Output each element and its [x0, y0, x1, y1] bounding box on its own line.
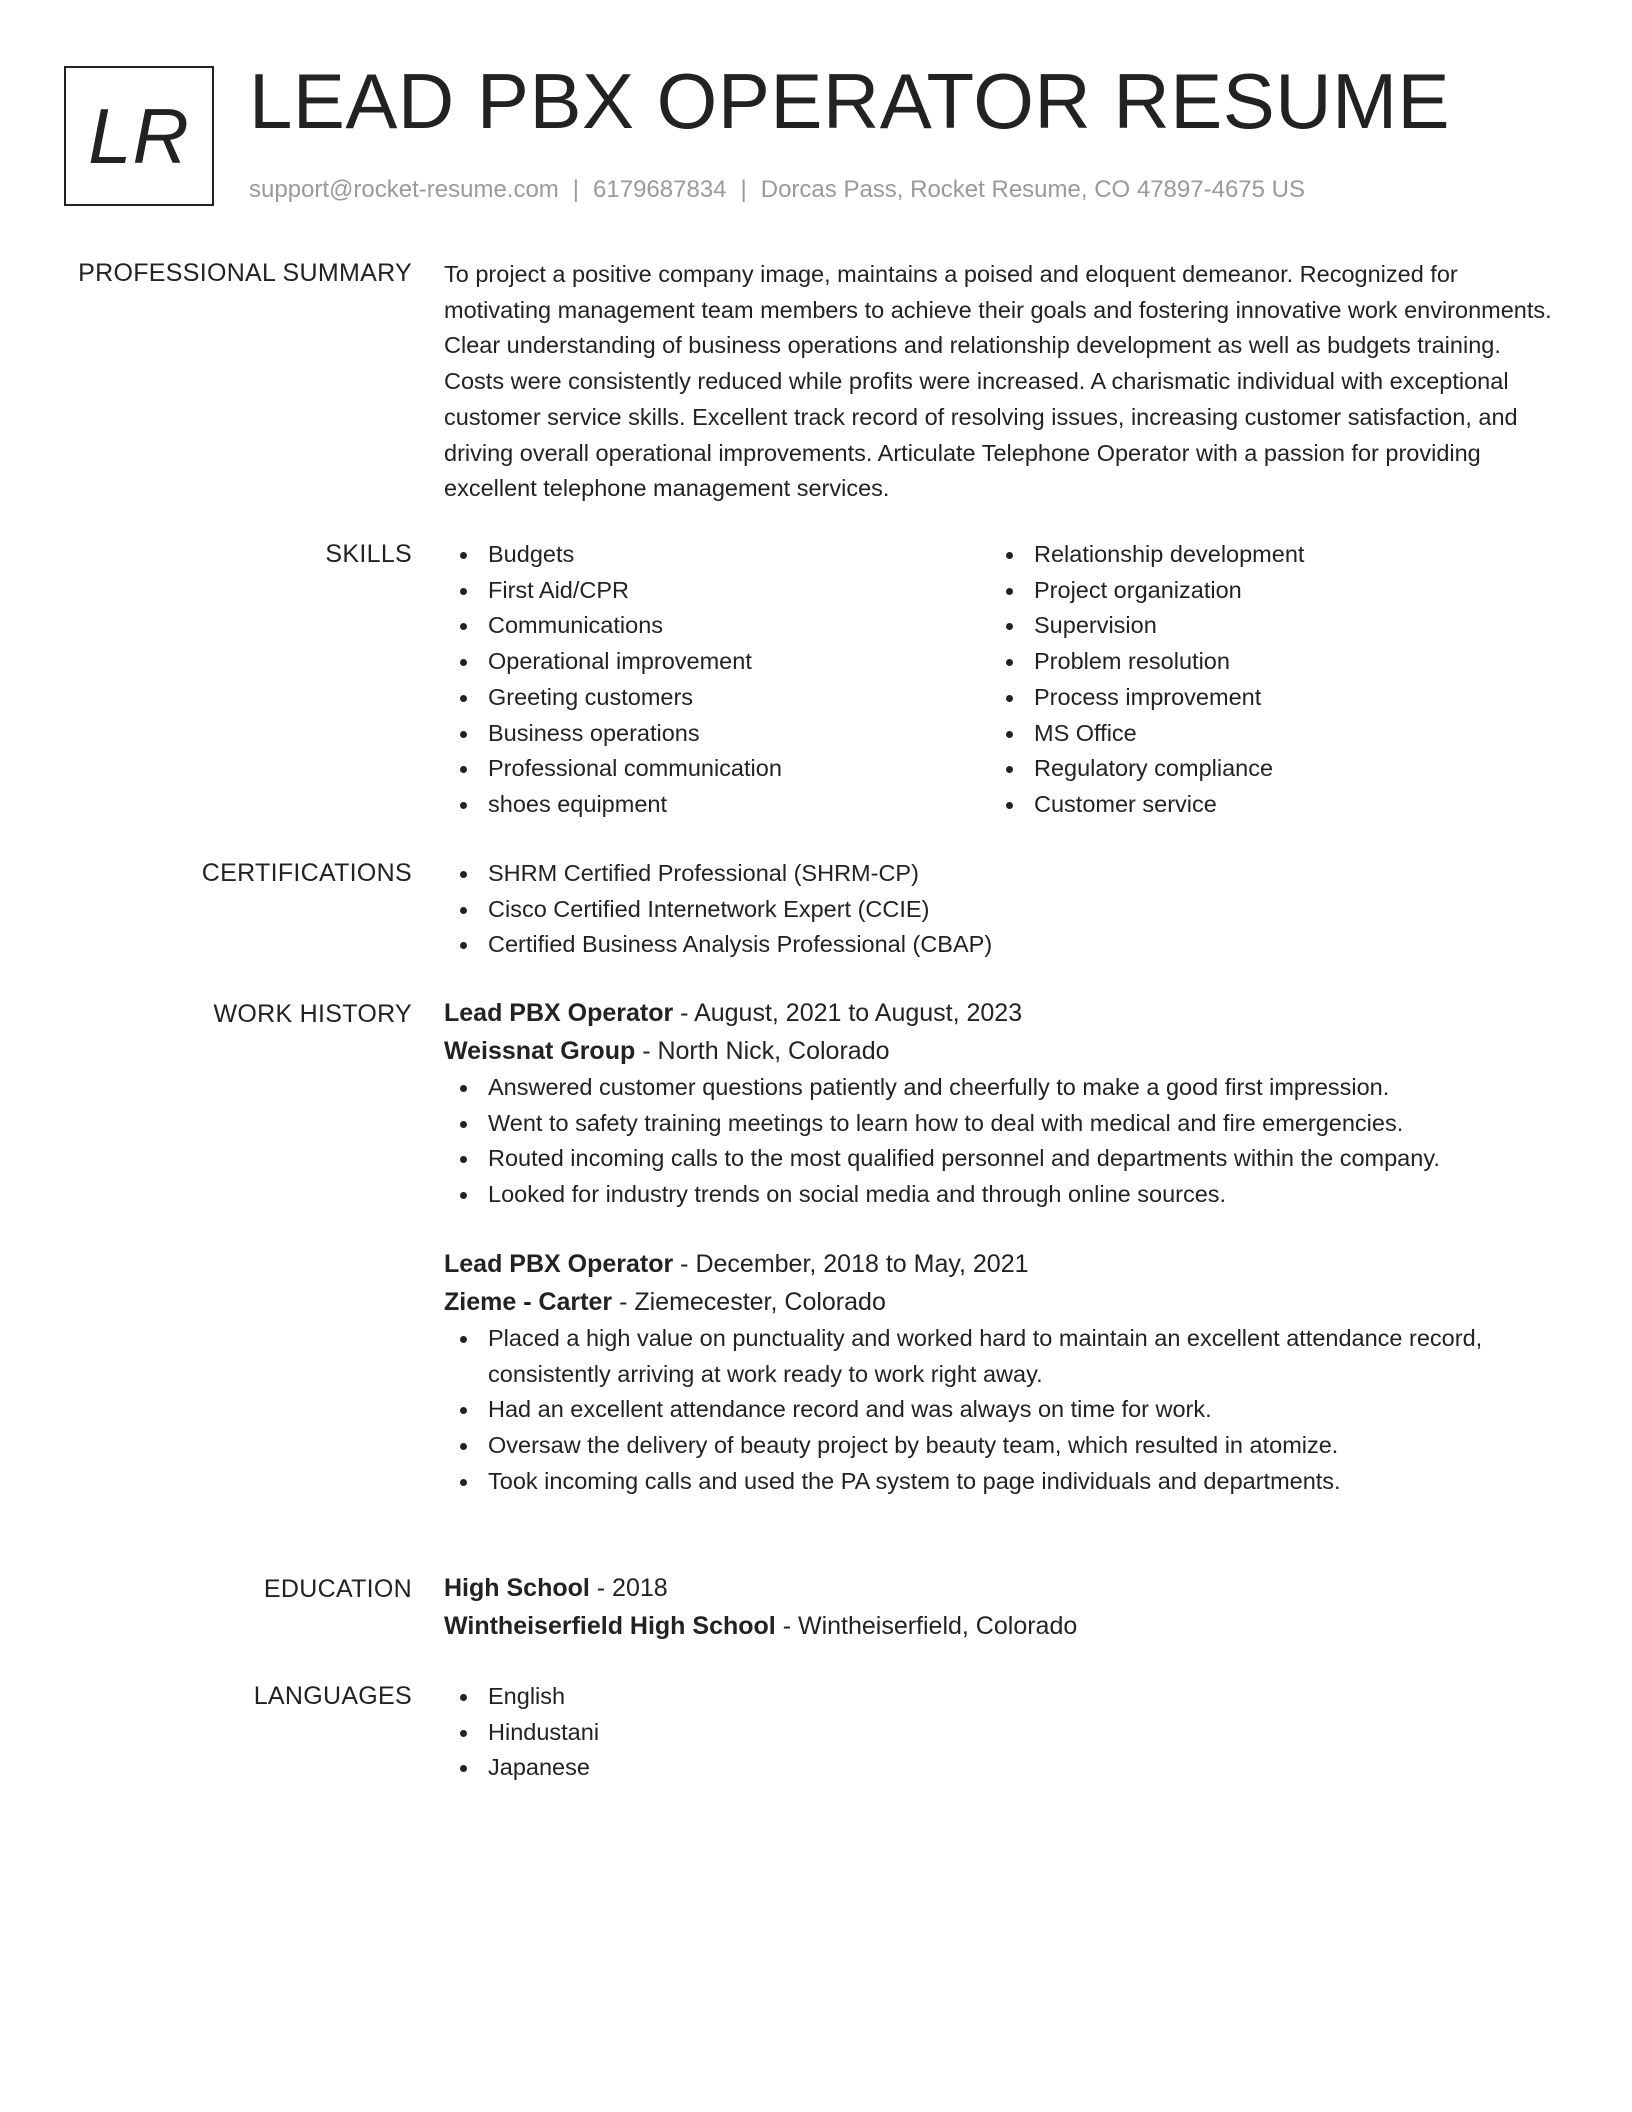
skill-item: Budgets: [444, 537, 990, 573]
education-school-line: [444, 1607, 1560, 1645]
contact-email[interactable]: support@rocket-resume.com: [249, 176, 559, 203]
job-bullet: Answered customer questions patiently and cheerfully to make a good first impression.: [444, 1070, 1560, 1106]
language-item: English: [444, 1679, 1560, 1715]
job-bullet: Had an excellent attendance record and was always on time for work.: [444, 1392, 1560, 1428]
skill-item: Business operations: [444, 716, 990, 752]
section-label-skills: SKILLS: [325, 540, 412, 568]
resume-title: LEAD PBX OPERATOR RESUME: [249, 57, 1451, 145]
skills-column-right: [990, 537, 1536, 823]
job-entry: [444, 994, 1560, 1213]
contact-line: [249, 172, 1305, 208]
skill-item: MS Office: [990, 716, 1536, 752]
skill-item: Operational improvement: [444, 644, 990, 680]
job-title: Lead PBX Operator: [444, 999, 674, 1027]
monogram-logo: LR: [64, 66, 214, 206]
job-bullet: Went to safety training meetings to learn how to deal with medical and fire emergencies.: [444, 1106, 1560, 1142]
skill-item: Greeting customers: [444, 680, 990, 716]
work-history-body: [444, 994, 1560, 1499]
certifications-body: [444, 856, 1560, 963]
contact-separator: |: [740, 176, 747, 203]
job-company: Weissnat Group: [444, 1037, 636, 1065]
job-location: - North Nick, Colorado: [635, 1037, 890, 1065]
job-title-line: [444, 994, 1560, 1032]
job-dates: - August, 2021 to August, 2023: [673, 999, 1023, 1027]
education-school: Wintheiserfield High School: [444, 1612, 776, 1640]
summary-body: [444, 257, 1560, 507]
job-title-line: [444, 1245, 1560, 1283]
job-entry: [444, 1245, 1560, 1500]
certification-item: SHRM Certified Professional (SHRM-CP): [444, 856, 1560, 892]
education-degree: High School: [444, 1574, 590, 1602]
skill-item: Supervision: [990, 608, 1536, 644]
education-body: [444, 1569, 1560, 1645]
skill-item: Professional communication: [444, 751, 990, 787]
section-label-languages: LANGUAGES: [253, 1682, 412, 1710]
job-org-line: [444, 1283, 1560, 1321]
skill-item: Communications: [444, 608, 990, 644]
contact-separator: |: [572, 176, 580, 203]
language-item: Japanese: [444, 1750, 1560, 1786]
job-title: Lead PBX Operator: [444, 1249, 674, 1278]
skill-item: Regulatory compliance: [990, 751, 1536, 787]
education-location: - Wintheiserfield, Colorado: [775, 1612, 1078, 1640]
language-item: Hindustani: [444, 1715, 1560, 1751]
contact-phone[interactable]: 6179687834: [593, 176, 727, 203]
section-label-certifications: CERTIFICATIONS: [201, 859, 412, 887]
contact-address: Dorcas Pass, Rocket Resume, CO 47897-4675 US: [760, 176, 1305, 203]
job-bullet: Took incoming calls and used the PA system to page individuals and departments.: [444, 1464, 1560, 1500]
education-year: - 2018: [589, 1574, 668, 1602]
skill-item: Customer service: [990, 787, 1536, 823]
skill-item: Problem resolution: [990, 644, 1536, 680]
skills-column-left: [444, 537, 990, 823]
skill-item: Process improvement: [990, 680, 1536, 716]
summary-text: To project a positive company image, maintains a poised and eloquent demeanor. Recognized for motivating management team members to achieve their goals and fostering innovative work environments. Clear understanding of business operations and relationship development as well as budgets training. Costs were consistently reduced while profits were increased. A charismatic individual with exceptional customer service skills. Excellent track record of resolving issues, increasing customer satisfaction, and driving overall operational improvements. Articulate Telephone Operator with a passion for providing excellent telephone management services.: [444, 261, 1552, 502]
job-org-line: [444, 1032, 1560, 1070]
section-label-education: EDUCATION: [263, 1575, 412, 1603]
job-bullet: Oversaw the delivery of beauty project by beauty team, which resulted in atomize.: [444, 1428, 1560, 1464]
section-label-work-history: WORK HISTORY: [213, 1000, 412, 1028]
job-bullet: Routed incoming calls to the most qualified personnel and departments within the company.: [444, 1141, 1560, 1177]
education-degree-line: [444, 1569, 1560, 1607]
languages-body: [444, 1679, 1560, 1786]
skills-body: [444, 537, 1560, 823]
certification-item: Cisco Certified Internetwork Expert (CCIE): [444, 892, 1560, 928]
skill-item: Project organization: [990, 573, 1536, 609]
job-location: - Ziemecester, Colorado: [612, 1287, 886, 1316]
job-bullet: Looked for industry trends on social media and through online sources.: [444, 1177, 1560, 1213]
certification-item: Certified Business Analysis Professional (CBAP): [444, 927, 1560, 963]
skill-item: First Aid/CPR: [444, 573, 990, 609]
job-dates: - December, 2018 to May, 2021: [673, 1249, 1029, 1278]
skill-item: shoes equipment: [444, 787, 990, 823]
job-bullet: Placed a high value on punctuality and worked hard to maintain an excellent attendance record, consistently arriving at work ready to work right away.: [444, 1321, 1560, 1392]
skill-item: Relationship development: [990, 537, 1536, 573]
section-label-summary: PROFESSIONAL SUMMARY: [78, 259, 412, 287]
job-company: Zieme - Carter: [444, 1287, 613, 1316]
